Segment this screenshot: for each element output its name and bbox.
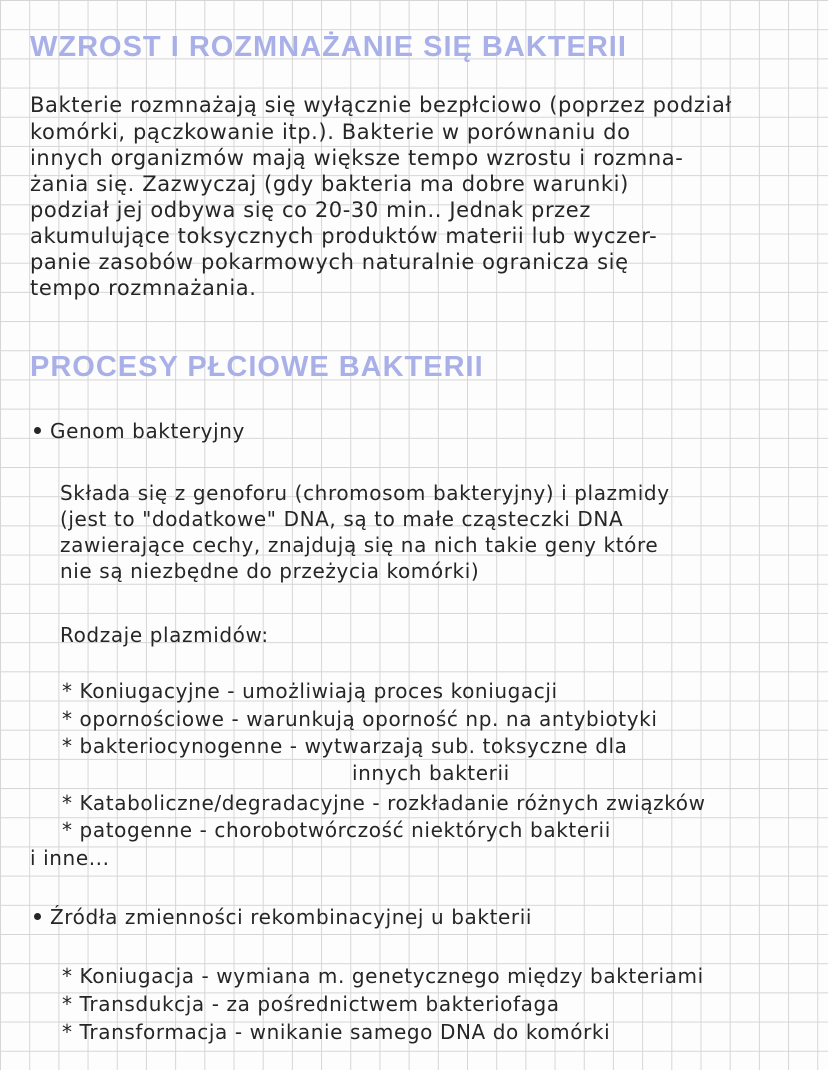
list-item: * bakteriocynogenne - wytwarzają sub. toksyczne dla — [62, 734, 628, 758]
bullet-genome: Genom bakteryjny — [50, 419, 245, 443]
list-item: i inne... — [30, 846, 110, 870]
bullet-variability-sources: Źródła zmienności rekombinacyjnej u bakterii — [50, 905, 533, 929]
list-item: * patogenne - chorobotwórczość niektórych bakterii — [62, 818, 611, 842]
bullet-icon — [34, 427, 41, 434]
paragraph-line: Składa się z genoforu (chromosom bakteryjny) i plazmidy — [60, 481, 670, 505]
paragraph-line: akumulujące toksycznych produktów materii lub wyczer- — [30, 224, 658, 248]
list-item-continuation: innych bakterii — [352, 761, 510, 785]
paragraph-line: żania się. Zazwyczaj (gdy bakteria ma dobre warunki) — [30, 172, 629, 196]
paragraph-line: nie są niezbędne do przeżycia komórki) — [60, 559, 480, 583]
paragraph-line: Bakterie rozmnażają się wyłącznie bezpłciowo (poprzez podział — [30, 93, 732, 117]
paragraph-line: panie zasobów pokarmowych naturalnie ogranicza się — [30, 250, 629, 274]
paragraph-line: innych organizmów mają większe tempo wzrostu i rozmna- — [30, 146, 684, 170]
paragraph-line: komórki, pączkowanie itp.). Bakterie w porównaniu do — [30, 120, 631, 144]
paragraph-line: tempo rozmnażania. — [30, 276, 257, 300]
plasmid-types-label: Rodzaje plazmidów: — [60, 623, 269, 647]
list-item: * Transdukcja - za pośrednictwem bakteriofaga — [62, 992, 560, 1016]
list-item: * Kataboliczne/degradacyjne - rozkładanie różnych związków — [62, 791, 706, 815]
bullet-icon — [34, 913, 41, 920]
heading-growth-reproduction: WZROST I ROZMNAŻANIE SIĘ BAKTERII — [30, 31, 627, 63]
heading-sexual-processes: PROCESY PŁCIOWE BAKTERII — [30, 351, 484, 383]
paragraph-line: podział jej odbywa się co 20-30 min.. Jednak przez — [30, 198, 591, 222]
list-item: * opornościowe - warunkują oporność np. na antybiotyki — [62, 707, 658, 731]
list-item: * Koniugacja - wymiana m. genetycznego między bakteriami — [62, 964, 704, 988]
paragraph-line: zawierające cechy, znajdują się na nich takie geny które — [60, 533, 659, 557]
list-item: * Transformacja - wnikanie samego DNA do komórki — [62, 1020, 611, 1044]
list-item: * Koniugacyjne - umożliwiają proces koniugacji — [62, 679, 558, 703]
paragraph-line: (jest to "dodatkowe" DNA, są to małe cząsteczki DNA — [60, 507, 624, 531]
